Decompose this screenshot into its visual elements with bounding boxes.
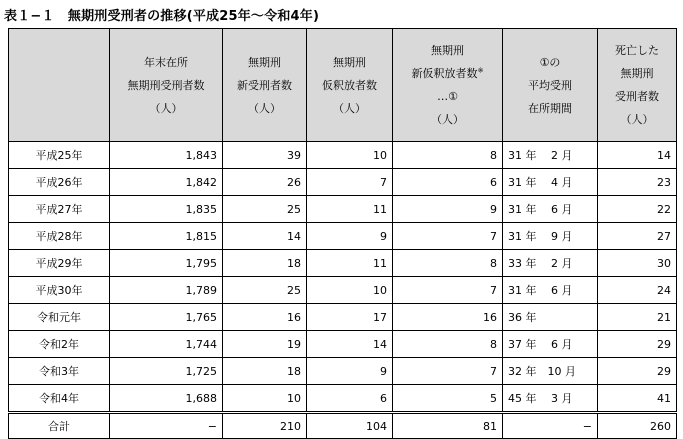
- column-header-1: [110, 29, 223, 142]
- header-line: （人）: [149, 101, 183, 115]
- cell-parole: 9: [307, 358, 393, 385]
- cell-new: 25: [223, 196, 307, 223]
- cell-deaths: 27: [598, 223, 677, 250]
- header-line: 無期刑: [333, 55, 366, 69]
- cell-inmates: 1,795: [110, 250, 223, 277]
- column-header-2: [223, 29, 307, 142]
- cell-new-parole: 6: [393, 169, 503, 196]
- cell-year: 令和3年: [9, 358, 110, 385]
- cell-year: 令和元年: [9, 304, 110, 331]
- cell-deaths: 24: [598, 277, 677, 304]
- column-header-0: [9, 29, 110, 142]
- cell-year: 平成29年: [9, 250, 110, 277]
- cell-inmates: 1,744: [110, 331, 223, 358]
- cell-new: 10: [223, 385, 307, 413]
- header-line: …①: [437, 90, 458, 103]
- header-line: 受刑者数: [615, 90, 659, 103]
- cell-new-parole: 8: [393, 250, 503, 277]
- table-row: [9, 385, 677, 413]
- column-header-5: [503, 29, 598, 142]
- cell-parole: 11: [307, 250, 393, 277]
- note-mark: ※: [477, 66, 484, 75]
- cell-period: 31 年 9 月: [503, 223, 598, 250]
- cell-new-parole: 7: [393, 277, 503, 304]
- cell-deaths: 23: [598, 169, 677, 196]
- cell-new-parole: 7: [393, 358, 503, 385]
- cell-period: 32 年 10 月: [503, 358, 598, 385]
- cell-year: 令和4年: [9, 385, 110, 413]
- cell-new: 18: [223, 358, 307, 385]
- total-row: [9, 413, 677, 439]
- table-row: [9, 304, 677, 331]
- cell-new: 39: [223, 142, 307, 169]
- header-line: （人）: [431, 113, 464, 126]
- cell-new: 18: [223, 250, 307, 277]
- cell-parole: 10: [307, 142, 393, 169]
- header-line: 無期刑: [248, 55, 281, 69]
- table-row: [9, 331, 677, 358]
- cell-deaths: 29: [598, 358, 677, 385]
- cell-year: 平成30年: [9, 277, 110, 304]
- header-line: （人）: [620, 113, 654, 126]
- cell-inmates: 1,815: [110, 223, 223, 250]
- cell-period: 31 年 4 月: [503, 169, 598, 196]
- table-row: [9, 277, 677, 304]
- cell-new: 16: [223, 304, 307, 331]
- cell-new: 26: [223, 169, 307, 196]
- cell-new-parole: 5: [393, 385, 503, 413]
- table-row: [9, 169, 677, 196]
- cell-deaths: 22: [598, 196, 677, 223]
- cell-new: 19: [223, 331, 307, 358]
- cell-period: 31 年 6 月: [503, 277, 598, 304]
- cell-parole: 17: [307, 304, 393, 331]
- cell-year: 平成28年: [9, 223, 110, 250]
- table-row: [9, 196, 677, 223]
- column-header-6: [598, 29, 677, 142]
- cell-parole: 104: [307, 413, 393, 439]
- cell-new-parole: 9: [393, 196, 503, 223]
- cell-deaths: 41: [598, 385, 677, 413]
- column-header-3: [307, 29, 393, 142]
- table-row: [9, 358, 677, 385]
- cell-period: 31 年 6 月: [503, 196, 598, 223]
- header-line: 在所期間: [528, 101, 572, 115]
- cell-new-parole: 81: [393, 413, 503, 439]
- table-row: [9, 223, 677, 250]
- cell-inmates: 1,725: [110, 358, 223, 385]
- cell-inmates: 1,789: [110, 277, 223, 304]
- cell-year: 平成25年: [9, 142, 110, 169]
- header-line: 平均受刑: [528, 78, 572, 92]
- header-line: 無期刑: [620, 67, 654, 80]
- header-line: 新仮釈放者数※: [411, 66, 484, 80]
- cell-year: 平成26年: [9, 169, 110, 196]
- header-line: 新受刑者数: [237, 78, 292, 92]
- cell-deaths: 30: [598, 250, 677, 277]
- table-title: 表１−１ 無期刑受刑者の推移(平成25年～令和4年): [4, 9, 320, 24]
- cell-deaths: 14: [598, 142, 677, 169]
- cell-year: 合計: [9, 413, 110, 439]
- header-line: [9, 74, 109, 97]
- cell-deaths: 21: [598, 304, 677, 331]
- cell-inmates: 1,765: [110, 304, 223, 331]
- cell-new-parole: 8: [393, 142, 503, 169]
- cell-parole: 11: [307, 196, 393, 223]
- cell-year: 令和2年: [9, 331, 110, 358]
- cell-inmates: 1,835: [110, 196, 223, 223]
- cell-period: 31 年 2 月: [503, 142, 598, 169]
- cell-new: 14: [223, 223, 307, 250]
- header-line: 死亡した: [615, 44, 659, 57]
- cell-inmates: 1,843: [110, 142, 223, 169]
- cell-deaths: 260: [598, 413, 677, 439]
- cell-inmates: 1,842: [110, 169, 223, 196]
- cell-period: −: [503, 413, 598, 439]
- cell-new-parole: 8: [393, 331, 503, 358]
- cell-inmates: −: [110, 413, 223, 439]
- cell-period: 33 年 2 月: [503, 250, 598, 277]
- cell-period: 37 年 6 月: [503, 331, 598, 358]
- cell-parole: 6: [307, 385, 393, 413]
- cell-parole: 7: [307, 169, 393, 196]
- header-row: [9, 29, 677, 142]
- cell-new: 210: [223, 413, 307, 439]
- cell-parole: 14: [307, 331, 393, 358]
- cell-parole: 10: [307, 277, 393, 304]
- header-line: ①の: [539, 55, 561, 69]
- inmates-table: [8, 28, 677, 439]
- cell-inmates: 1,688: [110, 385, 223, 413]
- header-line: 無期刑: [431, 44, 464, 57]
- table-row: [9, 142, 677, 169]
- cell-period: 36 年: [503, 304, 598, 331]
- table-row: [9, 250, 677, 277]
- column-header-4: [393, 29, 503, 142]
- header-line: （人）: [333, 101, 366, 115]
- cell-new-parole: 16: [393, 304, 503, 331]
- cell-new-parole: 7: [393, 223, 503, 250]
- header-line: 無期刑受刑者数: [127, 78, 205, 92]
- cell-year: 平成27年: [9, 196, 110, 223]
- cell-period: 45 年 3 月: [503, 385, 598, 413]
- cell-new: 25: [223, 277, 307, 304]
- header-line: （人）: [248, 101, 281, 115]
- cell-deaths: 29: [598, 331, 677, 358]
- header-line: 年末在所: [144, 55, 188, 69]
- cell-parole: 9: [307, 223, 393, 250]
- header-line: 仮釈放者数: [322, 78, 377, 92]
